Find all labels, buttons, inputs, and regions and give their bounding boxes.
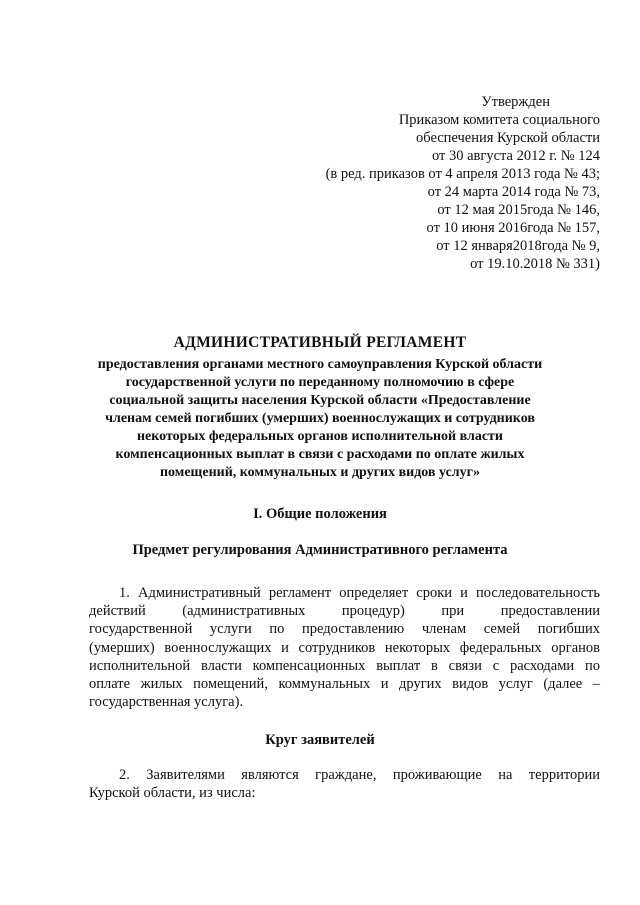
approval-line: от 30 августа 2012 г. № 124 xyxy=(431,148,600,164)
subtitle-line: членам семей погибших (умерших) военнослужащих и сотрудников xyxy=(105,411,535,426)
approval-line: от 19.10.2018 № 331) xyxy=(470,256,600,272)
approval-line: от 12 мая 2015года № 146, xyxy=(437,202,600,218)
paragraph-line: исполнительной власти компенсационных выплат в связи с расходами по xyxy=(89,657,600,674)
paragraph-line: действий (административных процедур) при предоставлении xyxy=(89,603,600,620)
section-heading-applicants: Круг заявителей xyxy=(265,732,375,748)
subtitle-line: государственной услуги по переданному полномочию в сфере xyxy=(125,375,515,390)
section-heading-subject: Предмет регулирования Административного регламента xyxy=(132,542,508,558)
subtitle-line: социальной защиты населения Курской области «Предоставление xyxy=(109,393,531,408)
paragraph-2 xyxy=(89,766,600,802)
paragraph-1 xyxy=(89,584,600,711)
approval-line: обеспечения Курской области xyxy=(416,130,600,146)
paragraph-line: оплате жилых помещений, коммунальных и других видов услуг (далее – xyxy=(89,676,600,693)
approval-line: от 10 июня 2016года № 157, xyxy=(426,220,600,236)
subtitle-line: помещений, коммунальных и других видов услуг» xyxy=(159,465,480,480)
approval-line: от 24 марта 2014 года № 73, xyxy=(427,184,600,200)
paragraph-line: государственной услуги по предоставлению членам семей погибших xyxy=(89,621,600,638)
approval-line: Утвержден xyxy=(481,94,550,110)
paragraph-line: 1. Административный регламент определяет сроки и последовательность xyxy=(119,585,600,601)
section-heading-general: I. Общие положения xyxy=(253,506,387,522)
document-title: АДМИНИСТРАТИВНЫЙ РЕГЛАМЕНТ xyxy=(173,334,467,351)
subtitle-line: компенсационных выплат в связи с расходами по оплате жилых xyxy=(115,447,525,462)
subtitle-line: некоторых федеральных органов исполнительной власти xyxy=(136,429,503,444)
subtitle-line: предоставления органами местного самоуправления Курской области xyxy=(97,357,543,372)
paragraph-line: Курской области, из числа: xyxy=(89,785,256,802)
document-subtitle xyxy=(95,356,545,482)
approval-line: (в ред. приказов от 4 апреля 2013 года № 43; xyxy=(325,166,600,182)
approval-line: Приказом комитета социального xyxy=(398,112,600,128)
paragraph-line: 2. Заявителями являются граждане, проживающие на территории xyxy=(119,767,600,783)
document-title-block xyxy=(95,333,545,482)
approval-stamp-block xyxy=(270,93,600,273)
paragraph-line: государственная услуга). xyxy=(89,694,244,711)
approval-line: от 12 января2018года № 9, xyxy=(436,238,600,254)
paragraph-line: (умерших) военнослужащих и сотрудников некоторых федеральных органов xyxy=(89,639,600,656)
